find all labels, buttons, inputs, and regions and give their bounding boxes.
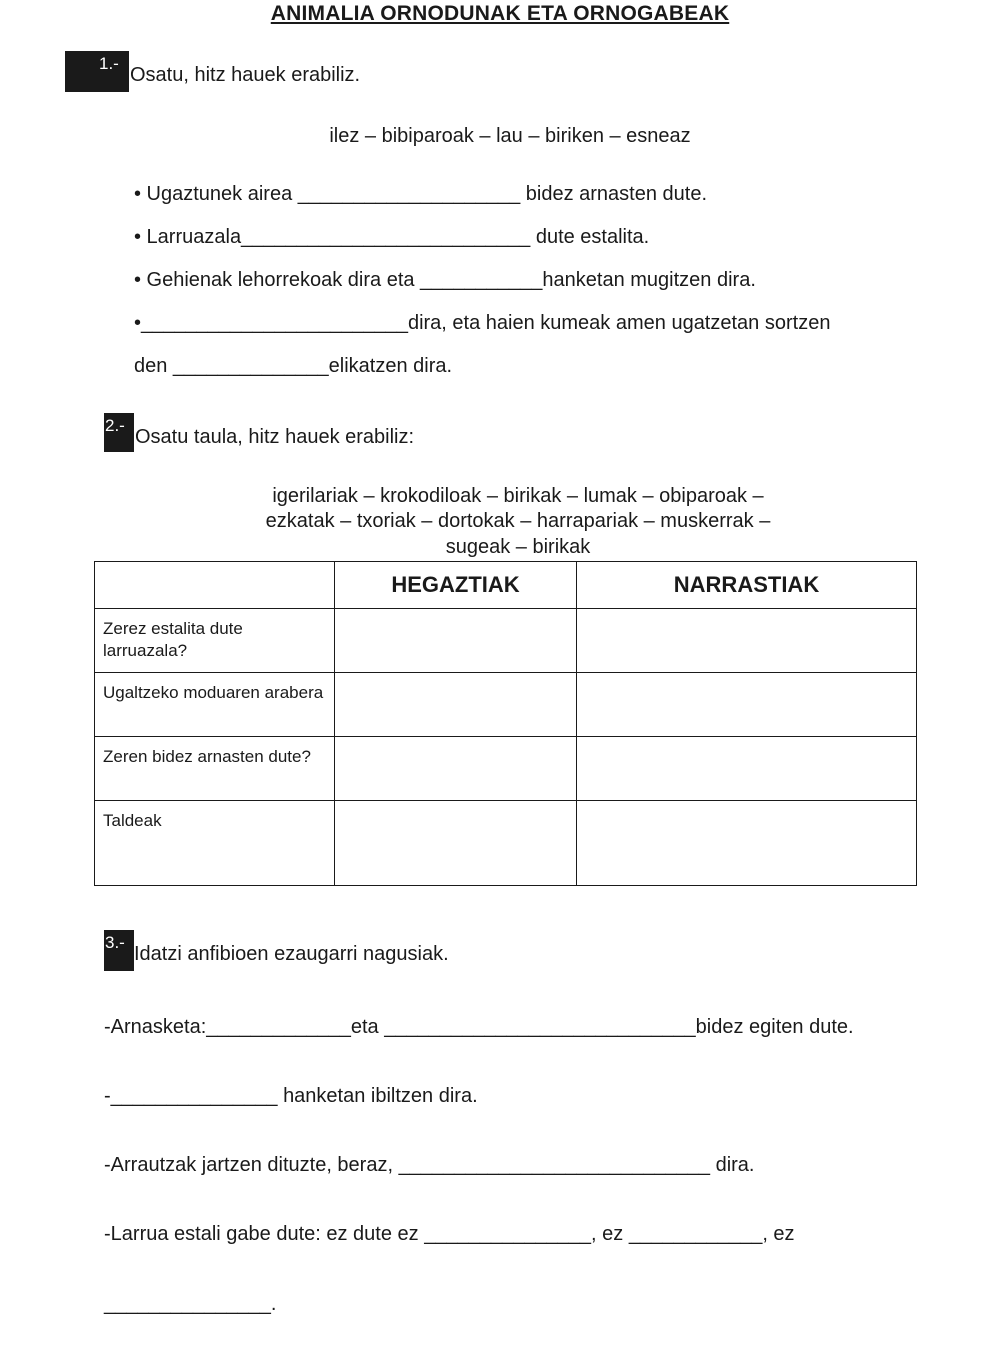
question-3-number [104,930,134,971]
table-row [95,673,917,737]
worksheet-title: ANIMALIA ORNODUNAK ETA ORNOGABEAK [270,2,730,25]
table-header-narrastiak: NARRASTIAK [577,562,917,609]
answer-cell[interactable] [335,801,577,886]
answer-cell[interactable] [577,737,917,801]
table-row-label: Taldeak [95,801,335,886]
table-row-label: Ugaltzeko moduaren arabera [95,673,335,737]
answer-cell[interactable] [335,673,577,737]
question-1-number [65,51,129,92]
question-2-instruction: Osatu taula, hitz hauek erabiliz: [135,426,415,448]
answer-cell[interactable] [335,609,577,673]
question-3-line-2: -_______________ hanketan ibiltzen dira. [104,1085,478,1107]
question-3-number-text: 3.- [105,933,125,952]
table-row [95,737,917,801]
answer-cell[interactable] [577,801,917,886]
classification-table [94,561,917,886]
answer-cell[interactable] [335,737,577,801]
question-2-word-bank-line-2: ezkatak – txoriak – dortokak – harrapariak – muskerrak – [265,510,771,532]
question-1-line-3: • Gehienak lehorrekoak dira eta ___________hanketan mugitzen dira. [134,269,756,291]
question-3-line-4: -Larrua estali gabe dute: ez dute ez _______________, ez ____________, ez [104,1223,795,1245]
table-row-label: Zeren bidez arnasten dute? [95,737,335,801]
table-row [95,609,917,673]
answer-cell[interactable] [577,673,917,737]
question-2-number-text: 2.- [105,416,125,435]
answer-cell[interactable] [577,609,917,673]
question-2-word-bank-line-3: sugeak – birikak [445,536,591,558]
question-1-number-text: 1.- [99,54,119,73]
table-header-hegaztiak: HEGAZTIAK [335,562,577,609]
question-1-instruction: Osatu, hitz hauek erabiliz. [130,64,361,86]
table-row [95,801,917,886]
table-header-empty [95,562,335,609]
question-1-line-5: den ______________elikatzen dira. [134,355,453,377]
table-row-label: Zerez estalita dute larruazala? [95,609,335,673]
question-3-instruction: Idatzi anfibioen ezaugarri nagusiak. [134,943,449,965]
table-header-row [95,562,917,609]
question-1-line-2: • Larruazala__________________________ dute estalita. [134,226,650,248]
question-1-line-1: • Ugaztunek airea ____________________ bidez arnasten dute. [134,183,708,205]
question-3-line-3: -Arrautzak jartzen dituzte, beraz, ____________________________ dira. [104,1154,755,1176]
question-2-number [104,413,134,452]
question-1-word-bank: ilez – bibiparoak – lau – biriken – esneaz [329,125,691,147]
question-2-word-bank-line-1: igerilariak – krokodiloak – birikak – lumak – obiparoak – [272,485,764,507]
question-1-line-4: •________________________dira, eta haien kumeak amen ugatzetan sortzen [134,312,831,334]
question-3-line-5: _______________. [104,1293,277,1315]
question-3-line-1: -Arnasketa:_____________eta ____________________________bidez egiten dute. [104,1016,854,1038]
